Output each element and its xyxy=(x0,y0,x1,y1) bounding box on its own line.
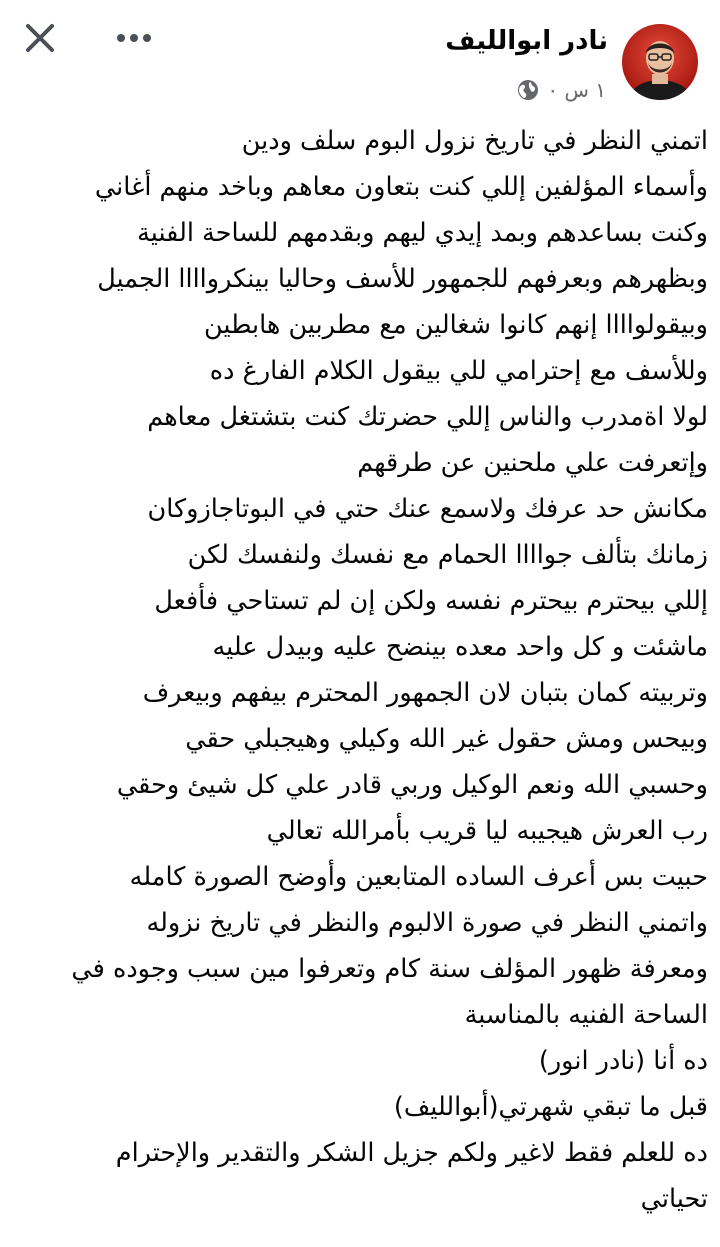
post-text-line: لولا اةمدرب والناس إللي حضرتك كنت بتشتغل معاهم xyxy=(147,402,708,432)
post-text-line: حبيت بس أعرف الساده المتابعين وأوضح الصورة كامله xyxy=(129,862,708,892)
post-text-line: وبيحس ومش حقول غير الله وكيلي وهيجبلي حقي xyxy=(185,724,708,754)
post-text-line: وبظهرهم وبعرفهم للجمهور للأسف وحاليا بينكرواااا الجميل xyxy=(97,264,708,294)
post-meta xyxy=(517,78,606,102)
post-text-line: وللأسف مع إحترامي للي بيقول الكلام الفارغ ده xyxy=(209,356,708,386)
post-text-line: تحياتي xyxy=(640,1184,708,1214)
post-text-line: وأسماء المؤلفين إللي كنت بتعاون معاهم وباخد منهم أغاني xyxy=(94,172,708,202)
post-text-line: وتربيته كمان بتبان لان الجمهور المحترم بيفهم وبيعرف xyxy=(142,678,708,708)
post-text-line: ده للعلم فقط لاغير ولكم جزيل الشكر والتقدير والإحترام xyxy=(115,1138,708,1168)
post-text-line: ومعرفة ظهور المؤلف سنة كام وتعرفوا مين سبب وجوده في xyxy=(71,954,708,984)
post-text-line: ده أنا (نادر انور) xyxy=(538,1046,708,1076)
post-text xyxy=(12,118,708,1222)
post-text-line: اتمني النظر في تاريخ نزول البوم سلف ودين xyxy=(241,126,708,156)
post-text-line: زمانك بتألف جواااا الحمام مع نفسك ولنفسك لكن xyxy=(187,540,708,570)
post-text-line: وكنت بساعدهم وبمد إيدي ليهم وبقدمهم للساحة الفنية xyxy=(137,218,708,248)
post-text-line: وحسبي الله ونعم الوكيل وربي قادر علي كل شيئ وحقي xyxy=(116,770,708,800)
post-text-line: رب العرش هيجيبه ليا قريب بأمرالله تعالي xyxy=(266,816,708,846)
close-icon xyxy=(22,20,58,56)
post-text-line: إللي بيحترم بيحترم نفسه ولكن إن لم تستاحي فأفعل xyxy=(154,586,708,616)
more-options-icon xyxy=(112,24,156,52)
globe-icon xyxy=(517,79,539,101)
avatar-image xyxy=(622,24,698,100)
post-text-line: ماشئت و كل واحد معده بينضح عليه وبيدل عليه xyxy=(212,632,708,662)
post-text-line: قبل ما تبقي شهرتي(أبوالليف) xyxy=(393,1092,708,1122)
more-options-button[interactable] xyxy=(112,24,156,52)
post-text-line: واتمني النظر في صورة الالبوم والنظر في تاريخ نزوله xyxy=(146,908,708,938)
post-text-line: وبيقولواااا إنهم كانوا شغالين مع مطربين هابطين xyxy=(204,310,708,340)
post-header xyxy=(0,0,720,112)
author-avatar[interactable] xyxy=(622,24,698,100)
post-text-line: مكانش حد عرفك ولاسمع عنك حتي في البوتاجازوكان xyxy=(147,494,708,524)
author-name[interactable]: نادر ابوالليف xyxy=(445,26,608,56)
post-text-line: الساحة الفنيه بالمناسبة xyxy=(464,1000,708,1030)
close-button[interactable] xyxy=(22,20,58,56)
post-text-line: وإتعرفت علي ملحنين عن طرقهم xyxy=(357,448,708,478)
post-timestamp[interactable]: ١ س ٠ xyxy=(547,78,606,102)
